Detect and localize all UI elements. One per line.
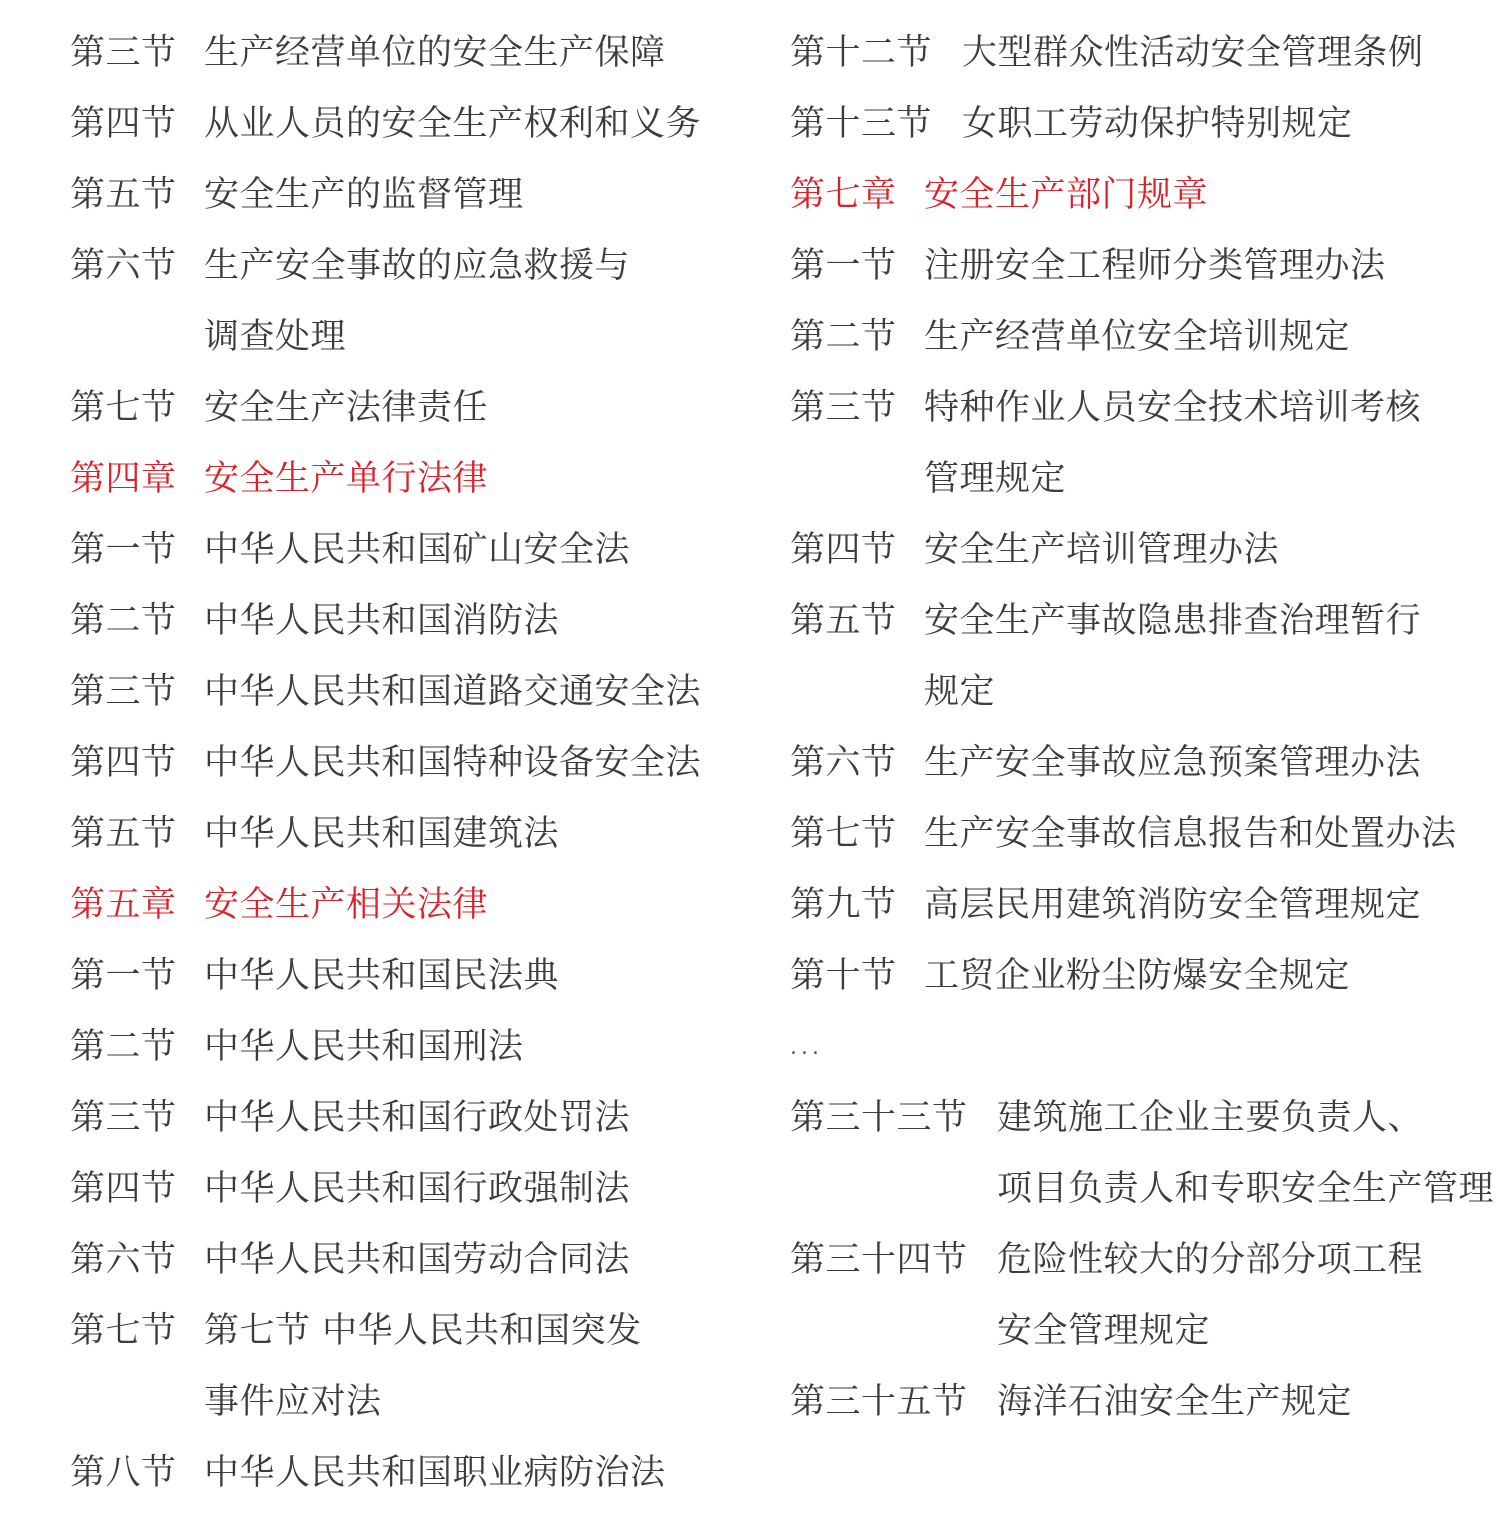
toc-section-entry[interactable] [790,231,1495,302]
toc-entry-number: 第四节 [70,743,177,783]
toc-section-entry[interactable] [70,1154,760,1225]
toc-entry-title [204,444,488,515]
toc-section-entry[interactable] [790,799,1495,870]
toc-entry-number: 第三节 [70,672,177,712]
toc-entry-title-line: 安全生产培训管理办法 [924,530,1280,570]
toc-entry-number: 第三十五节 [790,1382,968,1422]
toc-entry-title [924,728,1421,799]
toc-entry-title-line: 中华人民共和国行政处罚法 [204,1098,631,1138]
toc-entry-number: 第四节 [70,104,177,144]
toc-entry-title [924,870,1421,941]
toc-left-column [70,18,760,1509]
toc-entry-title [924,302,1350,373]
toc-section-entry[interactable] [790,728,1495,799]
toc-entry-title [204,1154,630,1225]
toc-entry-title-line: 危险性较大的分部分项工程 [997,1240,1424,1280]
toc-entry-number: 第四节 [70,1169,177,1209]
toc-entry-title [204,160,524,231]
toc-entry-title-line: 中华人民共和国建筑法 [204,814,560,854]
toc-entry-number: 第六节 [790,743,897,783]
toc-entry-number: 第五节 [70,814,177,854]
toc-section-entry[interactable] [790,941,1495,1012]
toc-entry-title-line: 女职工劳动保护特别规定 [962,104,1353,144]
toc-entry-number: 第三十四节 [790,1240,968,1280]
toc-entry-title-line: 建筑施工企业主要负责人、 [997,1098,1424,1138]
toc-entry-title-line: 安全生产相关法律 [204,885,489,925]
toc-section-entry[interactable] [70,515,760,586]
toc-entry-title [924,160,1208,231]
toc-entry-title [204,89,701,160]
toc-right-column [790,18,1495,1438]
toc-entry-number: 第五节 [790,601,897,641]
toc-entry-title [204,18,666,89]
toc-entry-title-line: 高层民用建筑消防安全管理规定 [924,885,1422,925]
toc-entry-title-line: 第七节 中华人民共和国突发 [204,1311,642,1351]
toc-entry-number: 第一节 [790,246,897,286]
toc-entry-title [204,799,559,870]
toc-entry-title-line: 规定 [924,672,996,712]
toc-section-entry[interactable] [70,799,760,870]
toc-section-entry[interactable] [70,657,760,728]
toc-entry-number: 第三十三节 [790,1098,968,1138]
toc-entry-number: 第二节 [70,1027,177,1067]
toc-entry-title [204,1012,524,1083]
toc-entry-title-line: 注册安全工程师分类管理办法 [924,246,1386,286]
toc-entry-number: 第六节 [70,1240,177,1280]
toc-entry-title [204,870,488,941]
toc-entry-title [997,1083,1494,1225]
toc-entry-number: 第五节 [70,175,177,215]
toc-entry-number: 第十三节 [790,104,933,144]
toc-ellipsis [790,1012,1495,1083]
toc-entry-title-line: ... [790,1035,823,1060]
toc-entry-title-line: 生产经营单位的安全生产保障 [204,33,666,73]
toc-entry-title [204,515,630,586]
toc-section-entry[interactable] [790,1225,1495,1367]
toc-section-entry[interactable] [70,1438,760,1509]
toc-entry-title [924,586,1421,728]
toc-section-entry[interactable] [790,515,1495,586]
toc-entry-title-line: 安全生产的监督管理 [204,175,524,215]
toc-entry-title [924,373,1421,515]
toc-entry-title-line: 管理规定 [924,459,1067,499]
toc-entry-title-line: 生产安全事故的应急救援与 [204,246,631,286]
toc-entry-title [204,657,701,728]
toc-entry-title [204,1438,666,1509]
toc-entry-title [997,1367,1352,1438]
toc-chapter-entry[interactable] [790,160,1495,231]
toc-entry-title [962,89,1353,160]
toc-section-entry[interactable] [70,941,760,1012]
toc-entry-number: 第八节 [70,1453,177,1493]
toc-entry-title [204,941,559,1012]
toc-entry-number: 第四章 [70,459,177,499]
toc-entry-number: 第七节 [70,388,177,428]
toc-entry-number: 第三节 [70,33,177,73]
toc-entry-title [997,1225,1423,1367]
toc-section-entry[interactable] [70,373,760,444]
toc-section-entry[interactable] [790,870,1495,941]
toc-entry-number: 第六节 [70,246,177,286]
toc-entry-title-line: 中华人民共和国职业病防治法 [204,1453,666,1493]
toc-entry-number: 第十节 [790,956,897,996]
toc-entry-title-line: 安全生产单行法律 [204,459,489,499]
toc-entry-title-line: 中华人民共和国道路交通安全法 [204,672,702,712]
toc-section-entry[interactable] [790,302,1495,373]
toc-entry-number: 第五章 [70,885,177,925]
toc-entry-title-line: 生产安全事故应急预案管理办法 [924,743,1422,783]
toc-entry-title-line: 安全生产部门规章 [924,175,1209,215]
toc-section-entry[interactable] [70,160,760,231]
toc-entry-number: 第三节 [70,1098,177,1138]
toc-entry-title-line: 中华人民共和国消防法 [204,601,560,641]
toc-section-entry[interactable] [790,373,1495,515]
toc-section-entry[interactable] [70,1296,760,1438]
toc-entry-title-line: 调查处理 [204,317,347,357]
toc-entry-title-line: 中华人民共和国矿山安全法 [204,530,631,570]
toc-entry-title [204,1296,642,1438]
toc-entry-number: 第九节 [790,885,897,925]
toc-section-entry[interactable] [70,231,760,373]
toc-entry-title-line: 安全管理规定 [997,1311,1211,1351]
toc-entry-number: 第二节 [70,601,177,641]
toc-section-entry[interactable] [790,1367,1495,1438]
toc-section-entry[interactable] [70,1225,760,1296]
toc-entry-title [924,231,1386,302]
toc-entry-title-line: 中华人民共和国刑法 [204,1027,524,1067]
toc-chapter-entry[interactable] [70,870,760,941]
toc-entry-title-line: 生产经营单位安全培训规定 [924,317,1351,357]
toc-entry-number: 第七章 [790,175,897,215]
toc-entry-number: 第三节 [790,388,897,428]
toc-chapter-entry[interactable] [70,444,760,515]
toc-entry-number: 第十二节 [790,33,933,73]
toc-section-entry[interactable] [790,1083,1495,1225]
toc-entry-number: 第七节 [790,814,897,854]
toc-entry-title [204,373,488,444]
toc-section-entry[interactable] [70,1083,760,1154]
toc-entry-title [790,1012,823,1083]
toc-section-entry[interactable] [790,18,1495,89]
toc-entry-title-line: 安全生产法律责任 [204,388,489,428]
toc-section-entry[interactable] [790,89,1495,160]
toc-section-entry[interactable] [790,586,1495,728]
toc-entry-number: 第二节 [790,317,897,357]
toc-entry-number: 第七节 [70,1311,177,1351]
toc-entry-title-line: 安全生产事故隐患排查治理暂行 [924,601,1422,641]
toc-entry-title [204,1225,630,1296]
toc-entry-title-line: 中华人民共和国行政强制法 [204,1169,631,1209]
toc-entry-number: 第一节 [70,956,177,996]
toc-entry-title-line: 大型群众性活动安全管理条例 [962,33,1424,73]
toc-entry-title [924,799,1457,870]
toc-entry-title-line: 中华人民共和国特种设备安全法 [204,743,702,783]
toc-entry-title-line: 从业人员的安全生产权利和义务 [204,104,702,144]
toc-entry-title [962,18,1424,89]
toc-section-entry[interactable] [70,1012,760,1083]
toc-entry-title [204,728,701,799]
toc-entry-title-line: 项目负责人和专职安全生产管理 [997,1169,1495,1209]
toc-entry-title-line: 工贸企业粉尘防爆安全规定 [924,956,1351,996]
toc-entry-title [204,1083,630,1154]
toc-entry-number: 第一节 [70,530,177,570]
toc-entry-title [204,586,559,657]
toc-entry-title [204,231,630,373]
toc-entry-number: 第四节 [790,530,897,570]
toc-entry-title [924,515,1279,586]
toc-entry-title-line: 海洋石油安全生产规定 [997,1382,1353,1422]
toc-entry-title-line: 中华人民共和国劳动合同法 [204,1240,631,1280]
toc-section-entry[interactable] [70,728,760,799]
toc-section-entry[interactable] [70,586,760,657]
toc-entry-title-line: 事件应对法 [204,1382,382,1422]
toc-section-entry[interactable] [70,18,760,89]
toc-entry-title-line: 中华人民共和国民法典 [204,956,560,996]
toc-entry-title [924,941,1350,1012]
toc-entry-title-line: 生产安全事故信息报告和处置办法 [924,814,1457,854]
toc-section-entry[interactable] [70,89,760,160]
toc-entry-title-line: 特种作业人员安全技术培训考核 [924,388,1422,428]
